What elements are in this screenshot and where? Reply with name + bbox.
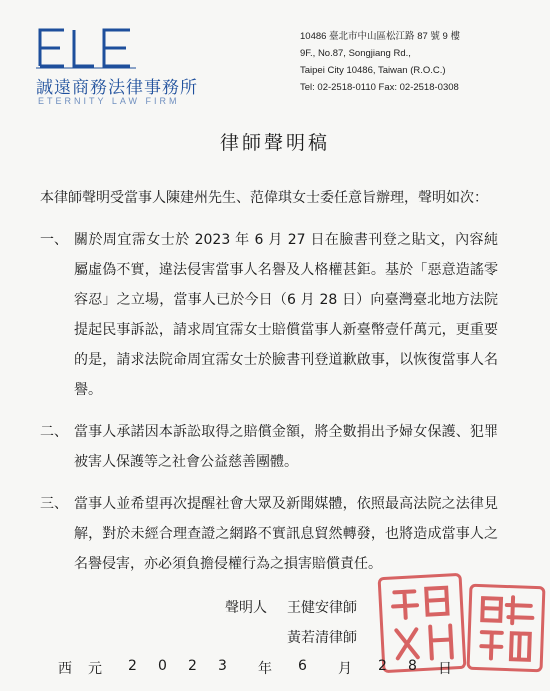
date-char: 2 [378, 658, 387, 674]
seal-glyph-icon [473, 590, 540, 666]
address-line: 9F., No.87, Songjiang Rd., [300, 48, 411, 59]
date-char: 元 [88, 661, 102, 677]
clause-number: 二、 [40, 424, 68, 440]
date-char: 日 [438, 661, 452, 677]
clause-number: 三、 [40, 496, 68, 512]
intro-paragraph: 本律師聲明受當事人陳建州先生、范偉琪女士委任意旨辦理，聲明如次： [40, 190, 488, 206]
firm-name-cn: 誠遠商務法律事務所 [36, 78, 198, 98]
date-char: 0 [158, 658, 167, 674]
signer-name-2: 黃若清律師 [287, 630, 357, 646]
clause-number: 一、 [40, 232, 68, 248]
statement-body [40, 183, 498, 591]
seal-glyph-icon [384, 579, 460, 667]
clause-text: 當事人承諾因本訴訟取得之賠償金額，將全數捐出予婦女保護、犯罪被害人保護等之社會公益慈善團體。 [74, 424, 498, 470]
clause-3 [40, 489, 498, 579]
address-line: Taipei City 10486, Taiwan (R.O.C.) [300, 65, 446, 76]
contact-line: Tel: 02-2518-0110 Fax: 02-2518-0308 [300, 82, 459, 93]
clause-2 [40, 417, 498, 477]
signature-block [225, 593, 357, 653]
signer-name-1: 王健安律師 [287, 600, 357, 616]
signer-role: 聲明人 [225, 600, 267, 616]
clause-text: 當事人並希望再次提醒社會大眾及新聞媒體，依照最高法院之法律見解，對於未經合理查證之網路不實訊息貿然轉發，也將造成當事人之名譽侵害，亦必須負擔侵權行為之損害賠償責任。 [74, 496, 498, 572]
document-title: 律師聲明稿 [219, 132, 330, 154]
clause-1 [40, 225, 498, 405]
firm-name-en: ETERNITY LAW FIRM [38, 96, 180, 106]
date-char: 2 [128, 658, 137, 674]
date-char: 3 [218, 658, 227, 674]
date-char: 6 [298, 658, 307, 674]
date-char: 年 [258, 661, 272, 677]
date-char: 8 [408, 658, 417, 674]
red-seal-stamp [378, 573, 467, 673]
date-char: 西 [58, 661, 72, 677]
firm-logo-mark [36, 26, 136, 70]
firm-address [300, 28, 540, 96]
address-line: 10486 臺北市中山區松江路 87 號 9 樓 [300, 31, 460, 42]
date-char: 2 [188, 658, 197, 674]
firm-logo [36, 26, 216, 106]
red-seal-stamp [467, 584, 546, 673]
date-char: 月 [338, 661, 352, 677]
clause-text: 關於周宜霈女士於 2023 年 6 月 27 日在臉書刊登之貼文，內容純屬虛偽不實，違法侵害當事人名譽及人格權甚鉅。基於「惡意造謠零容忍」之立場，當事人已於今日（6 月 28 日）向臺灣臺北地方法院提起民事訴訟，請求周宜霈女士賠償當事人新臺幣壹仟萬元，更重要的是，請求法院命周宜霈女士於臉書刊登道歉啟事，以恢復當事人名譽。 [74, 232, 498, 398]
